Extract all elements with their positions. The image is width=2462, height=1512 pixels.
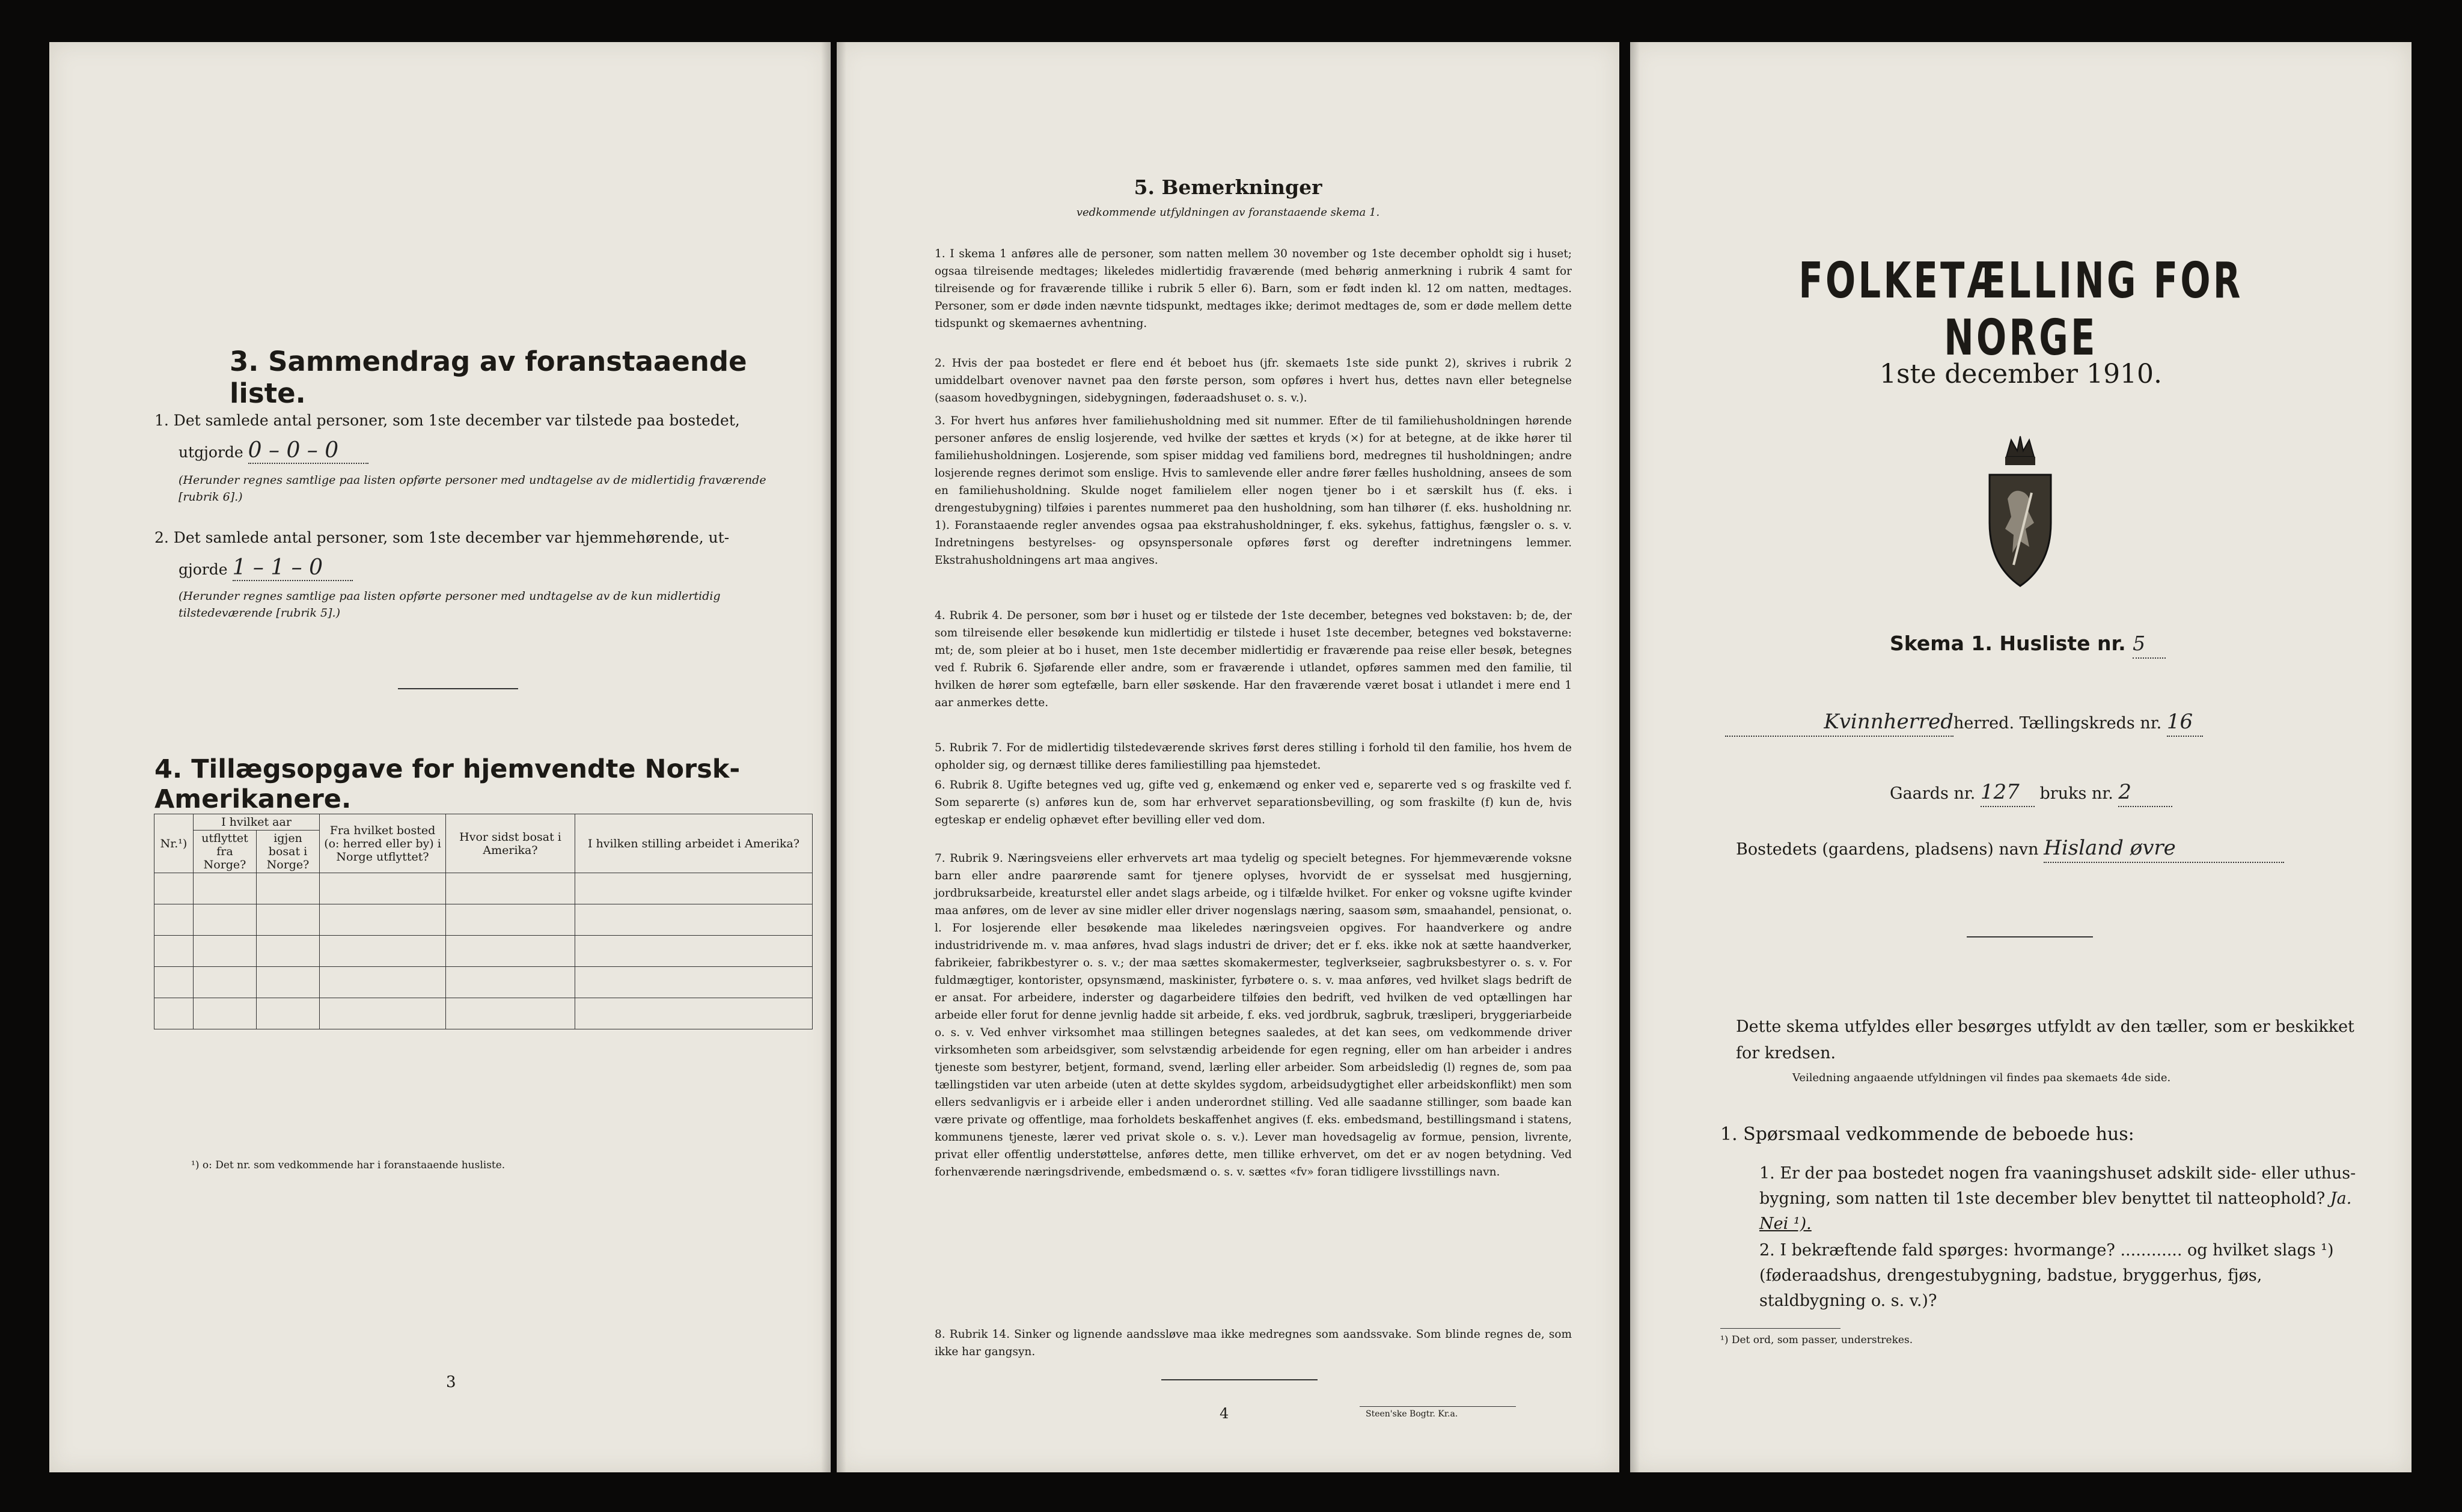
remark-2: 2. Hvis der paa bostedet er flere end ét beboet hus (jfr. skemaets 1ste side punkt 2), skrives i rubrik 2 umiddelbart ovenover navnet paa den første person, som opføres i hvert hus, dettes navn eller betegnelse (saasom hovedbygningen, sidebygningen, føderaadshuset o. s. v.). [935, 357, 1572, 404]
item2-note: (Herunder regnes samtlige paa listen opførte personer med undtagelse av de kun midlertidig tilstedeværende [rubrik 5].) [179, 590, 721, 620]
schema-label: Skema 1. Husliste nr. [1890, 632, 2126, 655]
col-from: Fra hvilket bosted (o: herred eller by) i Norge utflyttet? [320, 814, 446, 873]
item1-note: (Herunder regnes samtlige paa listen opførte personer med undtagelse av de midlertidig fraværende [rubrik 6].) [179, 474, 766, 504]
page-right [1630, 42, 2412, 1472]
census-title: FOLKETÆLLING FOR NORGE [1798, 252, 2243, 367]
item1-text: 1. Det samlede antal personer, som 1ste december var tilstede paa bostedet, [154, 412, 740, 429]
instruction: Dette skema utfyldes eller besørges utfyldt av den tæller, som er beskikket for kredsen. [1736, 1017, 2354, 1062]
remark-5: 5. Rubrik 7. For de midlertidig tilstedeværende skrives først deres stilling i forhold til den familie, hos hvem de opholder sig, og dernæst tillike deres familiestilling paa hjemstedet. [935, 742, 1572, 772]
printer-rule [1360, 1406, 1516, 1407]
table-row [154, 904, 813, 936]
remark-3: 3. For hvert hus anføres hver familiehusholdning med sit nummer. Efter de til familiehusholdningen hørende personer anføres de enslig losjerende, ved hvilke der sættes et kryds (×) for at betegne, at de ikke hører til familiehusholdningen. Losjerende, som spiser middag ved familiens bord, medregnes til husholdningen; andre losjerende regnes derimot som enslige. Hvis to samlevende eller andre fører fælles husholdning, ansees de som en familiehusholdning. Skulde noget familielem eller nogen tjener bo i et særskilt hus (f. eks. i drengestubygning) tilføies i parentes nummeret paa den husholdning, som han tilhører (f. eks. husholdning nr. 1). Foranstaaende regler anvendes ogsaa paa ekstrahusholdninger, f. eks. sykehus, fattighus, fængsler o. s. v. Indretningens bestyrelses- og opsynspersonale opføres først og derefter indretningens lemmer. Ekstrahusholdningens art maa angives. [935, 415, 1572, 567]
bosted-value[interactable]: Hisland øvre [2044, 834, 2284, 863]
remark-7: 7. Rubrik 9. Næringsveiens eller erhvervets art maa tydelig og specielt betegnes. For hjemmeværende voksne barn eller andre paarørende samt for tjenere oplyses, hvorvidt de er sysselsat med husgjerning, jordbruksarbeide, kreaturstel eller andet slags arbeide, og i tilfælde hvilket. For enker og voksne ugifte kvinder maa anføres, om de lever av sine midler eller driver nogenslags næring, saasom søm, smaahandel, pensionat, o. l. For losjerende eller besøkende maa likeledes næringsveien opgives. For haandverkere og andre industridrivende m. v. maa anføres, hvad slags industri de driver; det er f. eks. ikke nok at sætte haandverker, fabrikeier, fabrikbestyrer o. s. v.; der maa sættes skomakermester, teglverkseier, sagbruksbestyrer o. s. v. For fuldmægtiger, kontorister, opsynsmænd, maskinister, fyrbøtere o. s. v. maa anføres, ved hvilket slags bedrift de er ansat. For arbeidere, inderster og dagarbeidere tilføies den bedrift, ved hvilken de ved optællingen har arbeide eller forut for denne jevnlig hadde sit arbeide, f. eks. ved jordbruk, sagbruk, træsliperi, bryggeriarbeide o. s. v. Ved enhver virksomhet maa stillingen betegnes saaledes, at det kan sees, om vedkommende driver virksomheten som arbeidsgiver, som selvstændig arbeidende for egen regning, eller om han arbeider i andres tjeneste som bestyrer, betjent, formand, svend, lærling eller arbeider. Som arbeidsledig (l) regnes de, som paa tællingstiden var uten arbeide (uten at dette skyldes sygdom, arbeidsudygtighet eller arbeidskonflikt) men som ellers sedvanligvis er i arbeide eller i anden underordnet stilling. Ved alle saadanne stillinger, som baade kan være private og offentlige, maa forholdets beskaffenhet angives (f. eks. embedsmand, bestillingsmand i statens, kommunens tjeneste, lærer ved privat skole o. s. v.). Lever man hovedsagelig av formue, pension, livrente, privat eller offentlig understøttelse, anføres dette, men tillike erhvervet, om det er av nogen betydning. Ved forhenværende næringsdrivende, embedsmænd o. s. v. sættes «fv» foran tidligere livsstillings navn. [935, 852, 1572, 1178]
schema-line [1890, 630, 2166, 659]
item1-line [179, 439, 368, 465]
footnote-rule [1720, 1328, 1840, 1329]
gaards-label: Gaards nr. [1890, 784, 1976, 803]
col-returned: igjen bosat i Norge? [257, 831, 320, 873]
gaards-value[interactable]: 127 [1981, 778, 2035, 807]
answer-nei[interactable]: Nei ¹). [1759, 1215, 1812, 1233]
col-group-year: I hvilket aar [194, 814, 320, 831]
remarks-heading: 5. Bemerkninger [1134, 175, 1322, 199]
bruks-label: bruks nr. [2039, 784, 2113, 803]
bosted-label: Bostedets (gaardens, pladsens) navn [1736, 840, 2039, 859]
item1-prefix: utgjorde [179, 444, 243, 461]
page-middle [837, 42, 1619, 1472]
remark-8: 8. Rubrik 14. Sinker og lignende aandssløve maa ikke medregnes som aandssvake. Som blinde regnes de, som ikke har gangsyn. [935, 1328, 1572, 1358]
remark-4: 4. Rubrik 4. De personer, som bør i huset og er tilstede der 1ste december, betegnes ved bokstaven: b; de, der som tilreisende eller besøkende kun midlertidig er tilstede i huset 1ste december, betegnes ved bokstaverne: mt; de, som pleier at bo i huset, men 1ste december midlertidig er fraværende paa reise eller besøk, betegnes ved f. Rubrik 6. Sjøfarende eller andre, som er fraværende i utlandet, opføres sammen med den familie, til hvilken de hører som egtefælle, barn eller søskende. Har den fraværende været bosat i utlandet i mere end 1 aar anmerkes dette. [935, 609, 1572, 709]
table-row [154, 873, 813, 904]
item2-value: 1 – 1 – 0 [233, 556, 353, 581]
printer-mark: Steen'ske Bogtr. Kr.a. [1366, 1409, 1458, 1419]
instruction-note: Veiledning angaaende utfyldningen vil findes paa skemaets 4de side. [1792, 1072, 2171, 1084]
col-america: Hvor sidst bosat i Amerika? [446, 814, 575, 873]
norway-coat-of-arms-icon [1978, 433, 2063, 590]
kreds-label: Tællingskreds nr. [2019, 714, 2162, 733]
bosted-line [1736, 834, 2284, 864]
remark-6: 6. Rubrik 8. Ugifte betegnes ved ug, gifte ved g, enkemænd og enker ved e, separerte ved s og fraskilte ved f. Som separerte (s) anføres kun de, som har erhvervet separationsbevilling, og som fraskilte (f) kun de, hvis egteskap er endelig ophævet efter bevilling eller ved dom. [935, 779, 1572, 826]
answer-ja[interactable]: Ja. [2330, 1189, 2352, 1208]
item2-line [179, 556, 353, 582]
husliste-nr[interactable]: 5 [2133, 630, 2166, 659]
divider [398, 688, 518, 689]
herred-line [1725, 708, 2386, 737]
table-row [154, 998, 813, 1029]
remarks-subheading: vedkommende utfyldningen av foranstaaende skema 1. [1076, 206, 1380, 219]
question-2: 2. I bekræftende fald spørges: hvormange? ............ og hvilket slags ¹) (føderaadshus, drengestubygning, badstue, bryggerhus, fjøs, staldbygning o. s. v.)? [1759, 1241, 2334, 1310]
bruks-value[interactable]: 2 [2118, 778, 2172, 807]
kreds-value[interactable]: 16 [2167, 708, 2203, 737]
gaards-line [1890, 778, 2172, 808]
item2-prefix: gjorde [179, 561, 228, 578]
norsk-amerikanere-table [154, 814, 813, 1029]
divider [1967, 936, 2093, 937]
page-number: 4 [1220, 1405, 1229, 1422]
census-date: 1ste december 1910. [1879, 359, 2163, 389]
section4-title: 4. Tillægsopgave for hjemvendte Norsk-Amerikanere. [154, 754, 741, 814]
col-nr: Nr.¹) [154, 814, 194, 873]
herred-value[interactable]: Kvinnherred [1725, 708, 1953, 737]
question-heading: 1. Spørsmaal vedkommende de beboede hus: [1720, 1124, 2134, 1145]
herred-label: herred. [1953, 714, 2015, 733]
divider [1161, 1379, 1318, 1380]
item2-text: 2. Det samlede antal personer, som 1ste december var hjemmehørende, ut- [154, 529, 730, 546]
table-row [154, 967, 813, 998]
table-footnote: ¹) o: Det nr. som vedkommende har i foranstaaende husliste. [191, 1159, 506, 1171]
table-row [154, 936, 813, 967]
page-left [49, 42, 831, 1472]
section3-title: 3. Sammendrag av foranstaaende liste. [230, 346, 747, 409]
remark-1: 1. I skema 1 anføres alle de personer, som natten mellem 30 november og 1ste december opholdt sig i huset; ogsaa tilreisende medtages; likeledes midlertidig fraværende (med behørig anmerkning i rubrik 4 samt for tilreisende og for fraværende tillike i rubrik 5 eller 6). Barn, som er født inden kl. 12 om natten, medtages. Personer, som er døde inden nævnte tidspunkt, medtages ikke; derimot medtages de, som er døde mellem dette tidspunkt og skemaernes avhentning. [935, 248, 1572, 330]
item1-value: 0 – 0 – 0 [248, 439, 368, 464]
footnote: ¹) Det ord, som passer, understrekes. [1720, 1334, 1913, 1346]
col-position: I hvilken stilling arbeidet i Amerika? [575, 814, 813, 873]
col-emigrated: utflyttet fra Norge? [194, 831, 257, 873]
page-number: 3 [446, 1373, 456, 1391]
question-1: 1. Er der paa bostedet nogen fra vaaningshuset adskilt side- eller uthus-bygning, som natten til 1ste december blev benyttet til natteophold? Ja. Nei ¹). [1759, 1164, 2356, 1233]
